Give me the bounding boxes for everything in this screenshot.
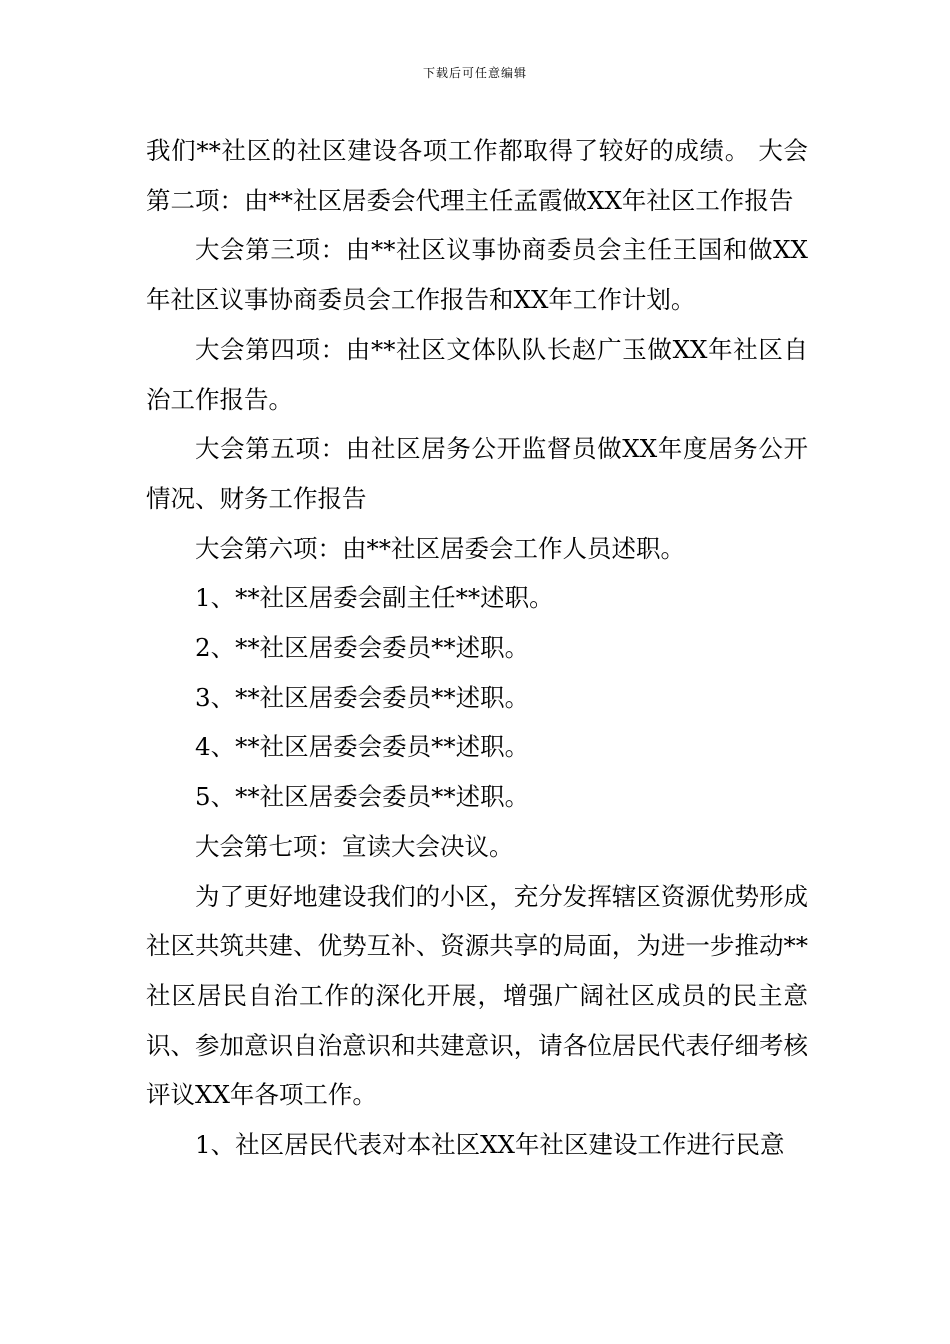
paragraph-6: 大会第七项：宣读大会决议。 xyxy=(195,831,514,861)
list-item-3: 3、**社区居委会委员**述职。 xyxy=(195,682,530,712)
paragraph-5: 大会第六项：由**社区居委会工作人员述职。 xyxy=(195,533,685,563)
list-item-1: 1、**社区居委会副主任**述职。 xyxy=(195,583,554,613)
paragraph-8: 1、社区居民代表对本社区XX年社区建设工作进行民意 xyxy=(195,1130,785,1160)
paragraph-7: 为了更好地建设我们的小区，充分发挥辖区资源优势形成社区共筑共建、优势互补、资源共享的局面，为进一步推动**社区居民自治工作的深化开展，增强广阔社区成员的民主意识、参加意识自治意识和共建意识，请各位居民代表仔细考核评议XX年各项工作。 xyxy=(146,881,808,1110)
list-item-4: 4、**社区居委会委员**述职。 xyxy=(195,732,530,762)
list-item-2: 2、**社区居委会委员**述职。 xyxy=(195,633,530,663)
paragraph-3: 大会第四项：由**社区文体队队长赵广玉做XX年社区自治工作报告。 xyxy=(146,334,808,414)
paragraph-1: 我们**社区的社区建设各项工作都取得了较好的成绩。 大会第二项：由**社区居委会代理主任孟霞做XX年社区工作报告 xyxy=(146,136,808,215)
list-item-5: 5、**社区居委会委员**述职。 xyxy=(195,782,530,812)
paragraph-2: 大会第三项：由**社区议事协商委员会主任王国和做XX年社区议事协商委员会工作报告和XX年工作计划。 xyxy=(146,235,808,315)
paragraph-4: 大会第五项：由社区居务公开监督员做XX年度居务公开情况、财务工作报告 xyxy=(146,434,808,513)
document-body xyxy=(146,126,808,1170)
page-header: 下载后可任意编辑 xyxy=(422,66,527,80)
